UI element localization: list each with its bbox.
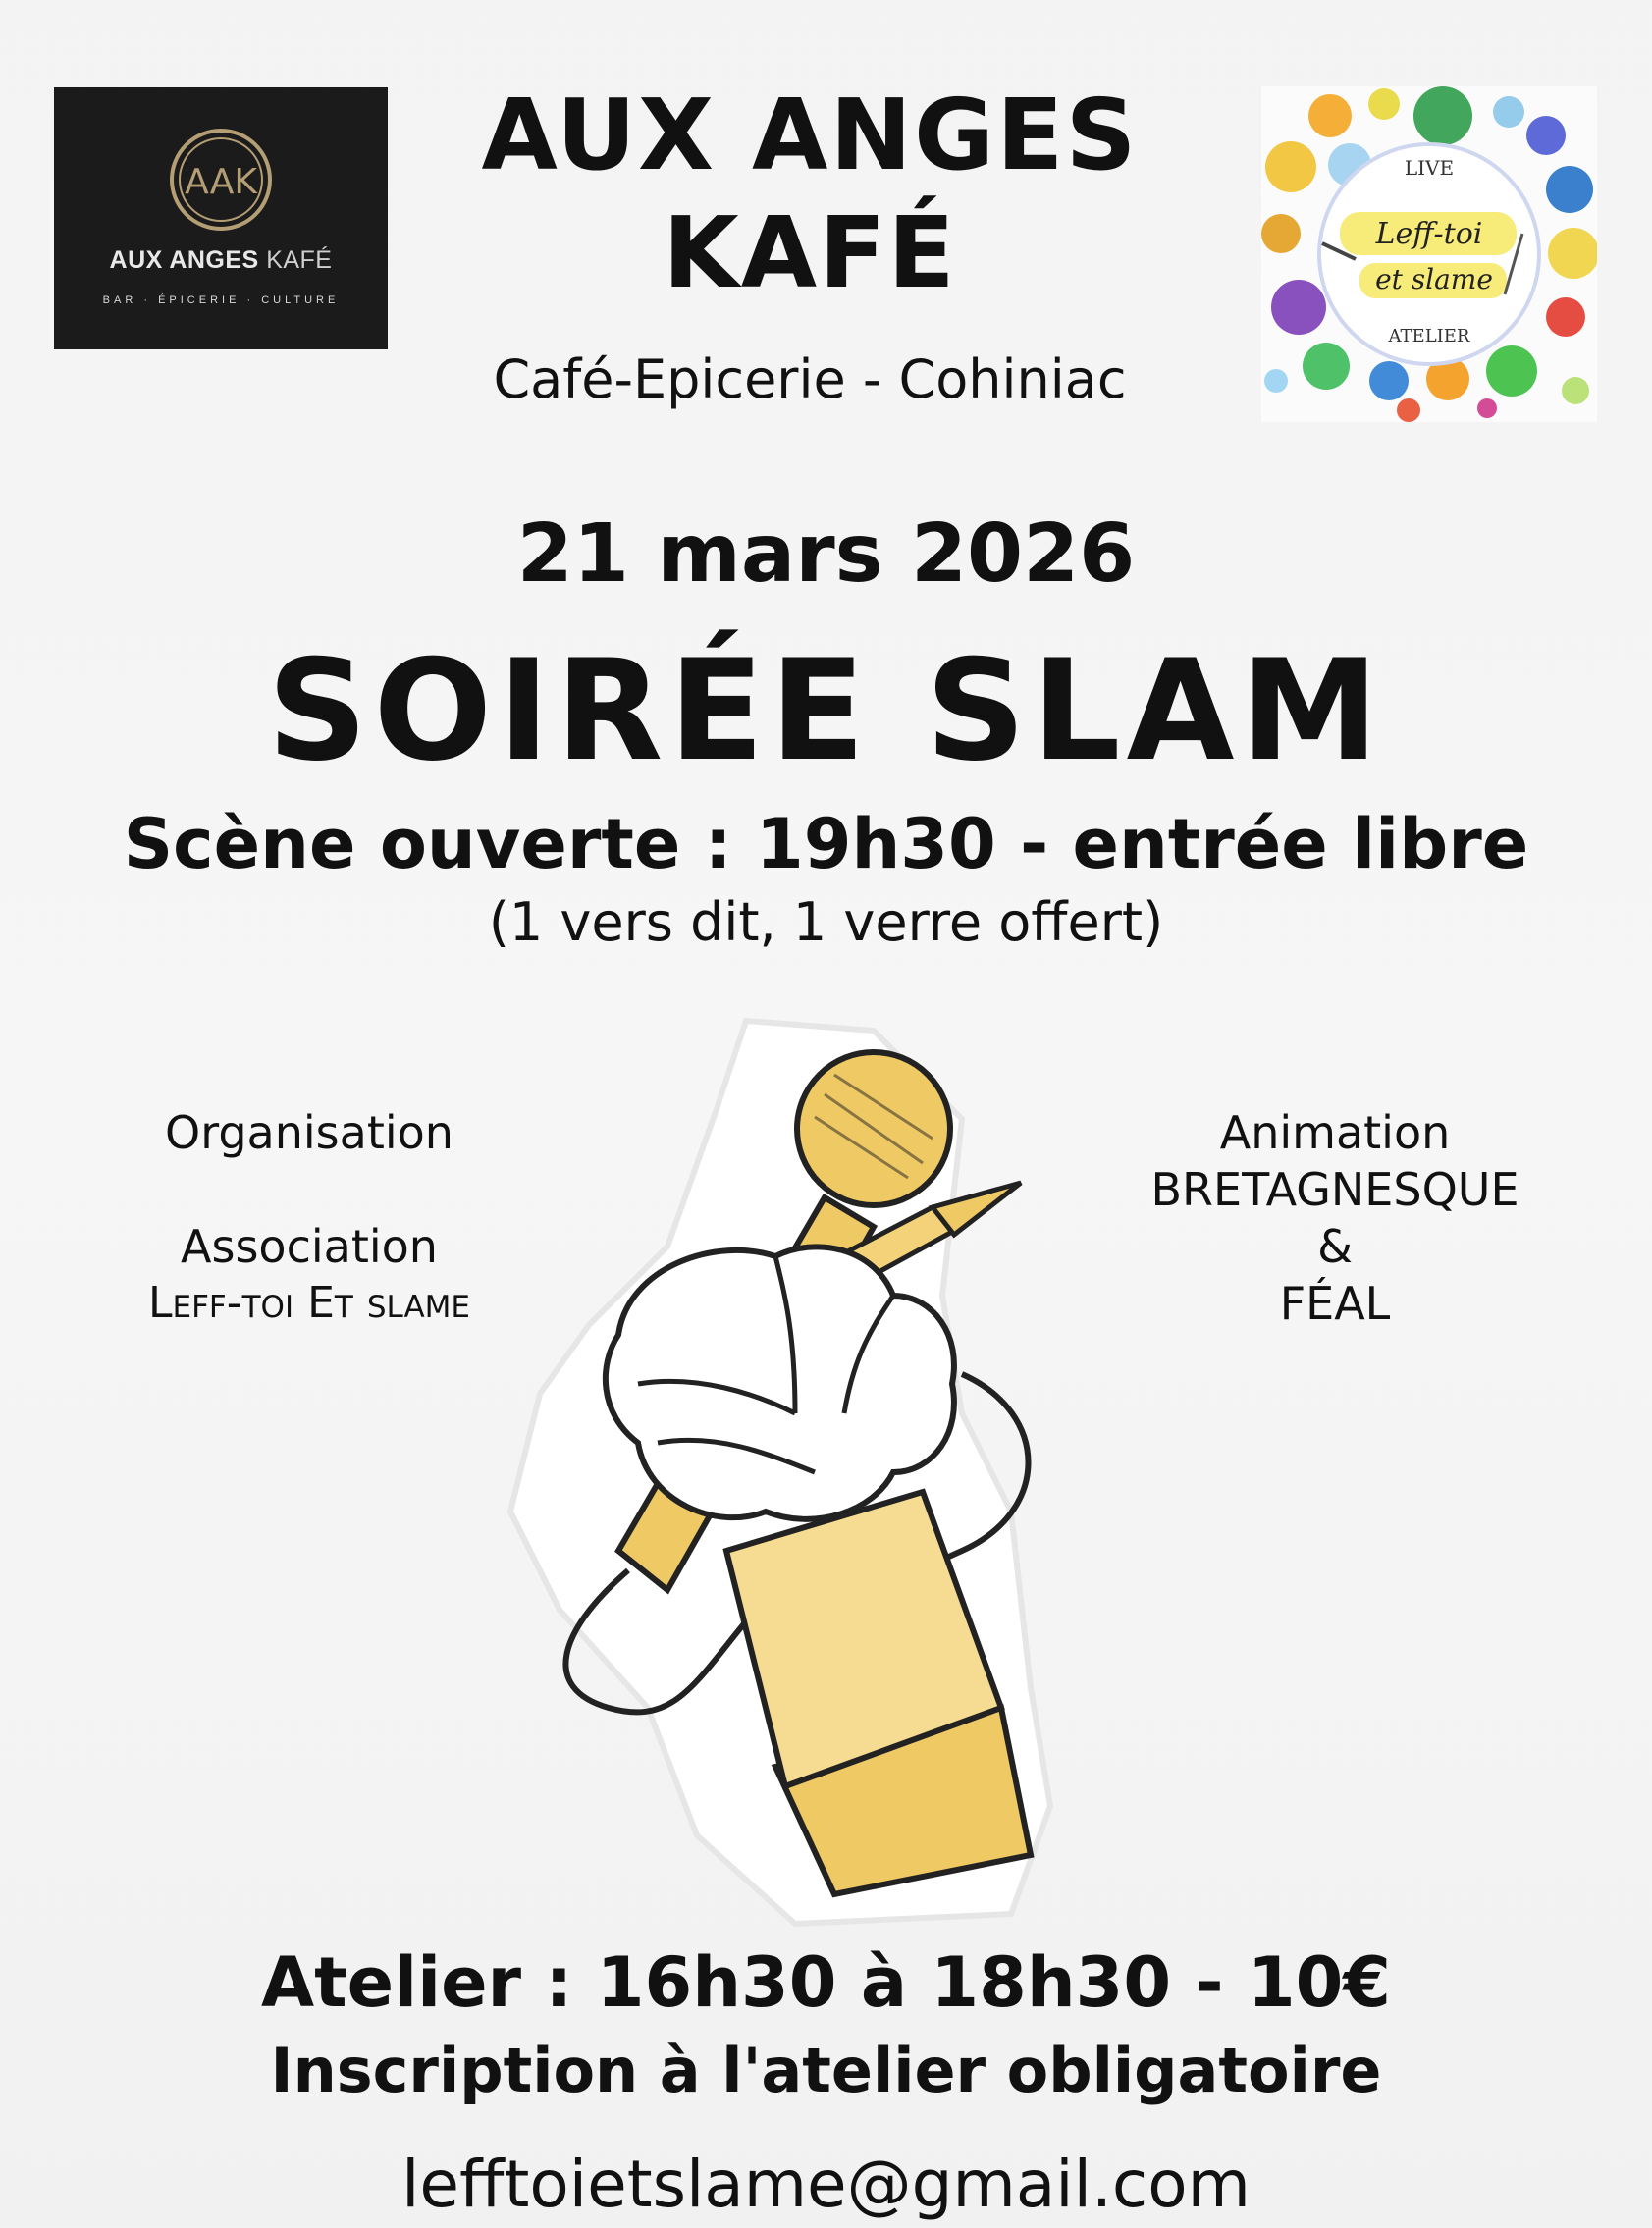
animation-block	[1090, 1104, 1580, 1332]
venue-subtitle: Café-Epicerie - Cohiniac	[493, 348, 1127, 410]
partner-logo	[1261, 86, 1597, 422]
venue-name-line1: AUX ANGES	[481, 78, 1139, 192]
monogram-seal-icon	[168, 127, 274, 233]
logo-name-part1: AUX ANGES	[109, 246, 259, 274]
animation-heading: Animation	[1219, 1106, 1451, 1159]
organisation-heading: Organisation	[165, 1106, 453, 1159]
venue-name	[388, 77, 1232, 312]
animation-line3: FÉAL	[1279, 1277, 1391, 1330]
logo-wordmark	[54, 246, 388, 275]
open-stage-note: (1 vers dit, 1 verre offert)	[488, 891, 1164, 953]
contact-email[interactable]: lefftoietslame@gmail.com	[401, 2147, 1251, 2222]
microphone-fist-illustration	[501, 1001, 1139, 1934]
logo-line1: Leff-toi	[1375, 217, 1483, 251]
workshop-time: Atelier : 16h30 à 18h30 - 10€	[260, 1942, 1392, 2023]
workshop-signup: Inscription à l'atelier obligatoire	[270, 2035, 1382, 2106]
logo-name-part2: KAFÉ	[266, 246, 333, 274]
venue-logo	[54, 87, 388, 349]
animation-line2: &	[1317, 1220, 1353, 1273]
organisation-line1: Association	[181, 1220, 438, 1273]
organisation-block	[59, 1104, 560, 1332]
monogram-text: AAK	[185, 162, 257, 202]
paint-dots-logo-icon	[1261, 86, 1597, 422]
logo-line2: et slame	[1375, 263, 1493, 295]
open-stage-line: Scène ouverte : 19h30 - entrée libre	[123, 804, 1529, 884]
event-title: SOIRÉE SLAM	[267, 630, 1385, 792]
logo-bottom-text: ATELIER	[1388, 326, 1470, 346]
animation-line1: BRETAGNESQUE	[1150, 1163, 1519, 1216]
event-date: 21 mars 2026	[516, 507, 1136, 601]
logo-top-text: LIVE	[1404, 156, 1455, 180]
venue-name-line2: KAFÉ	[663, 195, 957, 310]
logo-tagline: BAR · ÉPICERIE · CULTURE	[102, 294, 340, 306]
organisation-line2: Leff-toi Et slame	[147, 1278, 471, 1328]
